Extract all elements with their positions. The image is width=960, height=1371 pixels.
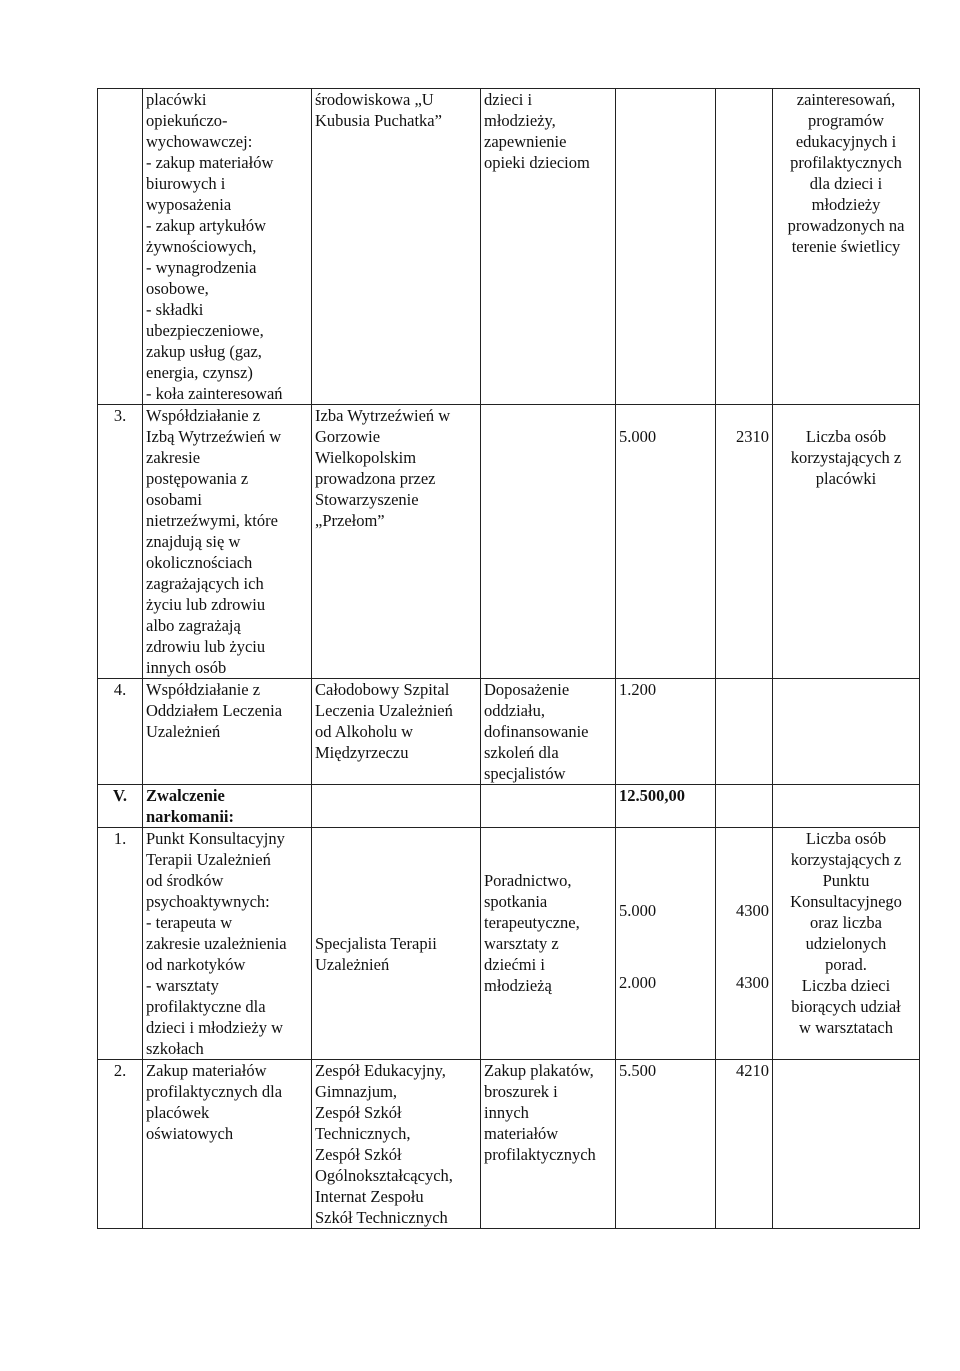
- row-number: 2.: [98, 1060, 143, 1229]
- cell-scope: Zakup plakatów, broszurek i innych materiałów profilaktycznych: [481, 1060, 616, 1229]
- cell-amount: 5.000: [616, 405, 716, 679]
- cell-count: [716, 785, 773, 828]
- cell-indicator: zainteresowań, programów edukacyjnych i profilaktycznych dla dzieci i młodzieży prowadzonych na terenie świetlicy: [773, 89, 920, 405]
- table-row-section-v: [98, 785, 920, 828]
- cell-executor: [312, 785, 481, 828]
- cell-number: [98, 89, 143, 405]
- cell-scope: Doposażenie oddziału, dofinansowanie szkoleń dla specjalistów: [481, 679, 616, 785]
- cell-count: [716, 679, 773, 785]
- cell-executor: Całodobowy Szpital Leczenia Uzależnień od Alkoholu w Międzyrzeczu: [312, 679, 481, 785]
- cell-executor: Izba Wytrzeźwień w Gorzowie Wielkopolskim prowadzona przez Stowarzyszenie „Przełom”: [312, 405, 481, 679]
- cell-indicator: [773, 1060, 920, 1229]
- cell-task: Współdziałanie z Oddziałem Leczenia Uzależnień: [143, 679, 312, 785]
- row-number: 1.: [98, 828, 143, 1060]
- cell-count: [716, 89, 773, 405]
- cell-count: 4210: [716, 1060, 773, 1229]
- cell-scope: Poradnictwo, spotkania terapeutyczne, warsztaty z dziećmi i młodzieżą: [481, 828, 616, 1060]
- cell-executor: Zespół Edukacyjny, Gimnazjum, Zespół Szkół Technicznych, Zespół Szkół Ogólnokształcących, Internat Zespołu Szkół Technicznych: [312, 1060, 481, 1229]
- row-number: V.: [98, 785, 143, 828]
- row-number: 4.: [98, 679, 143, 785]
- cell-scope: [481, 785, 616, 828]
- table-row-2: [98, 1060, 920, 1229]
- cell-executor: środowiskowa „U Kubusia Puchatka”: [312, 89, 481, 405]
- table-row-1: [98, 828, 920, 1060]
- cell-amount: 1.200: [616, 679, 716, 785]
- cell-task: placówki opiekuńczo- wychowawczej: - zakup materiałów biurowych i wyposażenia - zakup artykułów żywnościowych, - wynagrodzenia osobowe, - składki ubezpieczeniowe, zakup usług (gaz, energia, czynsz) - koła zainteresowań: [143, 89, 312, 405]
- cell-scope: [481, 405, 616, 679]
- cell-count: 4300 4300: [716, 828, 773, 1060]
- cell-amount: 5.500: [616, 1060, 716, 1229]
- cell-amount: 12.500,00: [616, 785, 716, 828]
- table-row-4: [98, 679, 920, 785]
- cell-amount: 5.000 2.000: [616, 828, 716, 1060]
- cell-task: Współdziałanie z Izbą Wytrzeźwień w zakresie postępowania z osobami nietrzeźwymi, które znajdują się w okolicznościach zagrażających ich życiu lub zdrowiu albo zagrażają zdrowiu lub życiu innych osób: [143, 405, 312, 679]
- table-row-continuation: [98, 89, 920, 405]
- cell-indicator: Liczba osób korzystających z Punktu Konsultacyjnego oraz liczba udzielonych porad. Liczba dzieci biorących udział w warsztatach: [773, 828, 920, 1060]
- cell-scope: dzieci i młodzieży, zapewnienie opieki dzieciom: [481, 89, 616, 405]
- cell-task: Zwalczenie narkomanii:: [143, 785, 312, 828]
- table-row-3: [98, 405, 920, 679]
- row-number: 3.: [98, 405, 143, 679]
- cell-indicator: [773, 785, 920, 828]
- cell-indicator: [773, 679, 920, 785]
- cell-amount: [616, 89, 716, 405]
- program-table: [97, 88, 920, 1229]
- cell-task: Zakup materiałów profilaktycznych dla placówek oświatowych: [143, 1060, 312, 1229]
- cell-executor: Specjalista Terapii Uzależnień: [312, 828, 481, 1060]
- cell-count: 2310: [716, 405, 773, 679]
- cell-indicator: Liczba osób korzystających z placówki: [773, 405, 920, 679]
- cell-task: Punkt Konsultacyjny Terapii Uzależnień od środków psychoaktywnych: - terapeuta w zakresie uzależnienia od narkotyków - warsztaty profilaktyczne dla dzieci i młodzieży w szkołach: [143, 828, 312, 1060]
